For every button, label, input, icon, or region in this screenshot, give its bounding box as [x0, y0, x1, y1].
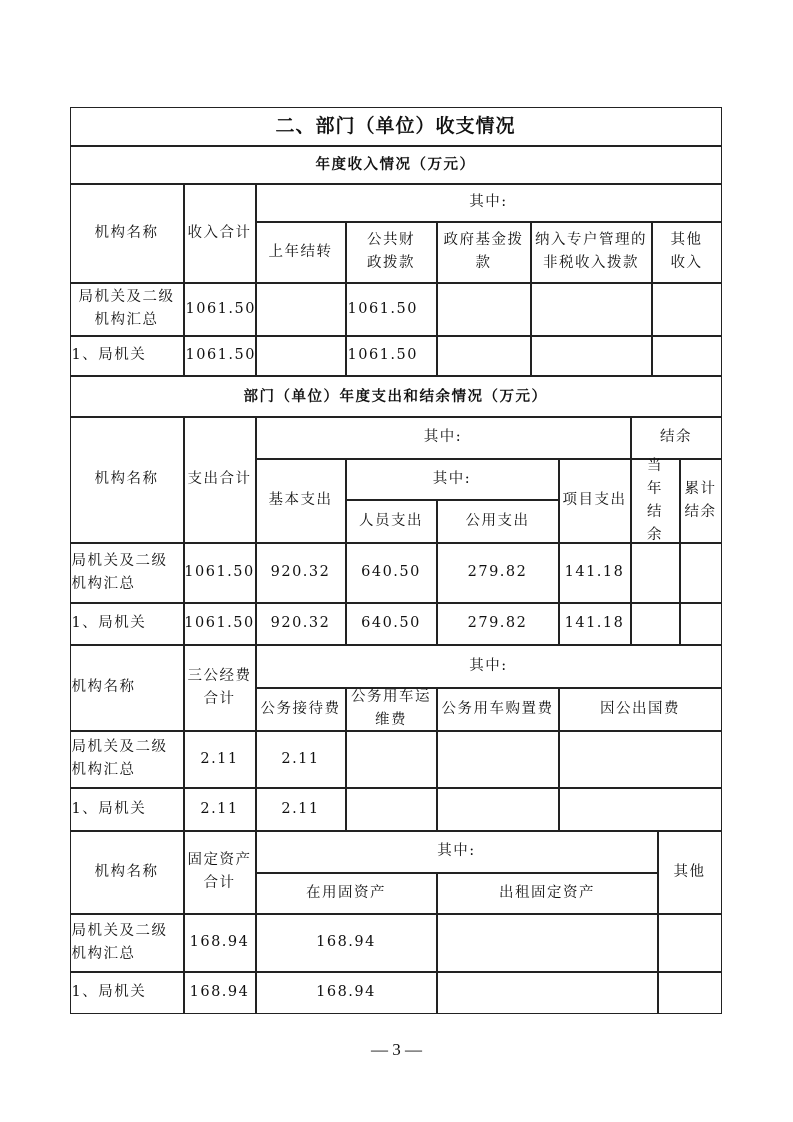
three-public-header-reception: 公务接待费: [256, 688, 346, 731]
income-header-carryover: 上年结转: [256, 222, 346, 283]
expense-row-project: 141.18: [559, 543, 631, 603]
expense-row-total: 1061.50: [184, 603, 256, 645]
section-title: 二、部门（单位）收支情况: [70, 107, 722, 146]
expense-row-cum-balance: [680, 603, 722, 645]
assets-header-in-use: 在用固资产: [256, 873, 437, 914]
income-row-other: [652, 336, 722, 376]
expense-row-basic: 920.32: [256, 543, 346, 603]
assets-row-in-use: 168.94: [256, 914, 437, 972]
expense-row-basic: 920.32: [256, 603, 346, 645]
expense-header-total: 支出合计: [184, 417, 256, 543]
three-public-row-vehicle-purchase: [437, 731, 559, 788]
income-header-org: 机构名称: [70, 184, 184, 283]
assets-header-other: 其他: [658, 831, 722, 914]
expense-row-cum-balance: [680, 543, 722, 603]
income-header-of-which: 其中:: [256, 184, 722, 222]
expense-row-personnel: 640.50: [346, 603, 437, 645]
assets-row-other: [658, 914, 722, 972]
income-row-public-finance: 1061.50: [346, 336, 437, 376]
three-public-row-vehicle-ops: [346, 731, 437, 788]
three-public-header-org: 机构名称: [70, 645, 184, 731]
three-public-row-org: 局机关及二级机构汇总: [70, 731, 184, 788]
page-number: — 3 —: [371, 1040, 422, 1059]
income-row-org: 局机关及二级机构汇总: [70, 283, 184, 336]
assets-row-leased: [437, 914, 658, 972]
income-row-carryover: [256, 283, 346, 336]
three-public-row-reception: 2.11: [256, 731, 346, 788]
income-header-public-finance: 公共财政拨款: [346, 222, 437, 283]
income-row-org: 1、局机关: [70, 336, 184, 376]
expense-row-personnel: 640.50: [346, 543, 437, 603]
three-public-header-vehicle-purchase: 公务用车购置费: [437, 688, 559, 731]
expense-row-project: 141.18: [559, 603, 631, 645]
assets-header-total: 固定资产合计: [184, 831, 256, 914]
assets-row-leased: [437, 972, 658, 1014]
three-public-header-vehicle-ops: 公务用车运维费: [346, 688, 437, 731]
expense-row-org: 局机关及二级机构汇总: [70, 543, 184, 603]
three-public-row-abroad: [559, 788, 722, 831]
income-row-total: 1061.50: [184, 283, 256, 336]
expense-header-project: 项目支出: [559, 459, 631, 543]
income-row-carryover: [256, 336, 346, 376]
expense-header-of-which: 其中:: [256, 417, 631, 459]
income-header-total: 收入合计: [184, 184, 256, 283]
assets-row-total: 168.94: [184, 914, 256, 972]
expense-header-public-use: 公用支出: [437, 500, 559, 543]
three-public-row-abroad: [559, 731, 722, 788]
income-header-non-tax: 纳入专户管理的非税收入拨款: [531, 222, 652, 283]
assets-header-of-which: 其中:: [256, 831, 658, 873]
income-row-total: 1061.50: [184, 336, 256, 376]
expense-row-org: 1、局机关: [70, 603, 184, 645]
expense-row-total: 1061.50: [184, 543, 256, 603]
income-row-public-finance: 1061.50: [346, 283, 437, 336]
expense-header-balance: 结余: [631, 417, 722, 459]
income-row-non-tax: [531, 336, 652, 376]
expense-header-year-balance: 当年结余: [631, 459, 680, 543]
expense-row-year-balance: [631, 543, 680, 603]
expense-row-public-use: 279.82: [437, 603, 559, 645]
three-public-header-of-which: 其中:: [256, 645, 722, 688]
income-row-other: [652, 283, 722, 336]
income-header-gov-fund: 政府基金拨款: [437, 222, 531, 283]
income-heading: 年度收入情况（万元）: [70, 146, 722, 184]
three-public-row-total: 2.11: [184, 788, 256, 831]
expense-row-public-use: 279.82: [437, 543, 559, 603]
three-public-row-vehicle-purchase: [437, 788, 559, 831]
three-public-row-reception: 2.11: [256, 788, 346, 831]
income-header-other: 其他收入: [652, 222, 722, 283]
assets-row-in-use: 168.94: [256, 972, 437, 1014]
three-public-row-total: 2.11: [184, 731, 256, 788]
income-row-gov-fund: [437, 283, 531, 336]
expense-row-year-balance: [631, 603, 680, 645]
expense-header-of-which-basic: 其中:: [346, 459, 559, 500]
assets-header-leased: 出租固定资产: [437, 873, 658, 914]
assets-row-org: 局机关及二级机构汇总: [70, 914, 184, 972]
income-row-gov-fund: [437, 336, 531, 376]
expense-header-basic: 基本支出: [256, 459, 346, 543]
three-public-header-total: 三公经费合计: [184, 645, 256, 731]
expense-heading: 部门（单位）年度支出和结余情况（万元）: [70, 376, 722, 417]
three-public-row-vehicle-ops: [346, 788, 437, 831]
expense-header-personnel: 人员支出: [346, 500, 437, 543]
expense-header-cum-balance: 累计结余: [680, 459, 722, 543]
three-public-header-abroad: 因公出国费: [559, 688, 722, 731]
assets-header-org: 机构名称: [70, 831, 184, 914]
three-public-row-org: 1、局机关: [70, 788, 184, 831]
assets-row-total: 168.94: [184, 972, 256, 1014]
assets-row-other: [658, 972, 722, 1014]
income-row-non-tax: [531, 283, 652, 336]
assets-row-org: 1、局机关: [70, 972, 184, 1014]
expense-header-org: 机构名称: [70, 417, 184, 543]
